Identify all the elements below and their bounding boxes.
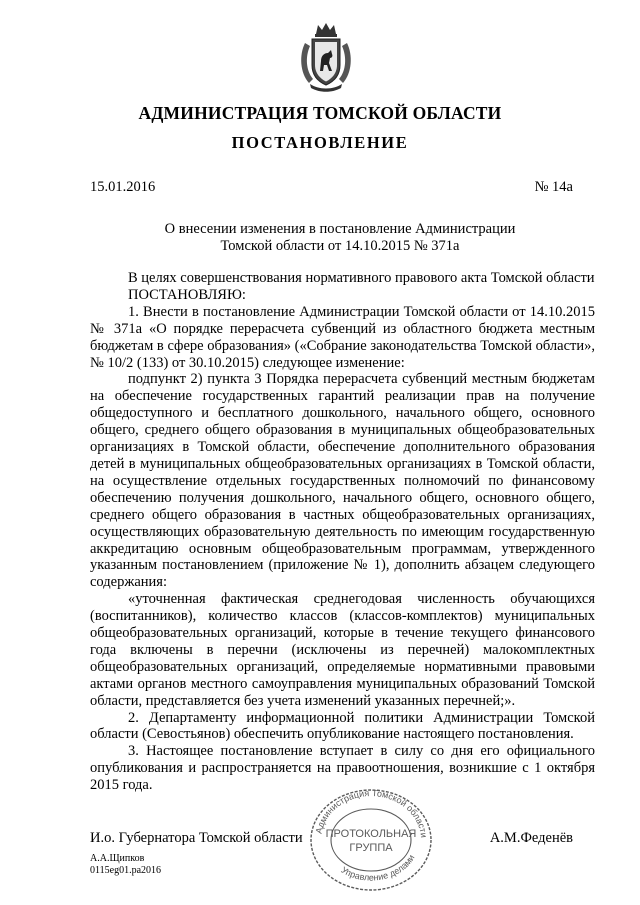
executor-name: А.А.Щипков — [90, 853, 145, 864]
executor-code: 0115eg01.pa2016 — [90, 864, 162, 876]
stamp-center-line-1: ПРОТОКОЛЬНАЯ — [325, 828, 417, 840]
signatory-title: И.о. Губернатора Томской области — [90, 830, 303, 846]
organization-title: АДМИНИСТРАЦИЯ ТОМСКОЙ ОБЛАСТИ — [138, 103, 502, 123]
stamp-ring-bottom: Управление делами — [339, 852, 417, 883]
document-date: 15.01.2016 — [90, 179, 156, 195]
document-type: ПОСТАНОВЛЕНИЕ — [231, 133, 409, 152]
subject-line-1: О внесении изменения в постановление Администрации — [164, 221, 516, 237]
subject-line-2: Томской области от 14.10.2015 № 371а — [220, 238, 460, 254]
executor-info — [90, 853, 161, 876]
document-subject — [120, 221, 560, 255]
document-number: № 14а — [534, 179, 573, 195]
protocol-group-stamp — [305, 782, 437, 892]
paragraph-3: 3. Настоящее постановление вступает в силу со дня его официального опубликования и распространяется на правоотношения, возникшие с 1 октября 2015 года. — [90, 743, 595, 794]
paragraph-1: 1. Внести в постановление Администрации Томской области от 14.10.2015 № 371а «О порядке перерасчета субвенций из областного бюджета местным бюджетам в сфере образования» («Собрание законодательства Томской области», № 10/2 (133) от 30.10.2015) следующее изменение: — [90, 303, 595, 371]
paragraph-2: 2. Департаменту информационной политики Администрации Томской области (Севостьянов) обеспечить опубликование настоящего постановления. — [90, 709, 595, 743]
decree-word: ПОСТАНОВЛЯЮ: — [128, 286, 246, 303]
preamble: В целях совершенствования нормативного правового акта Томской области — [128, 270, 595, 286]
coat-of-arms-icon — [297, 21, 355, 93]
paragraph-1-subpoint: подпункт 2) пункта 3 Порядка перерасчета субвенций местным бюджетам на обеспечение государственных гарантий реализации прав на получение общедоступного и бесплатного дошкольного, начального общего, основного общего, среднего общего образования в муниципальных общеобразовательных организациях в Томской области, обеспечение дополнительного образования детей в муниципальных общеобразовательных организациях в Томской области, на осуществление отдельных государственных полномочий по финансовому обеспечению получения дошкольного, начального общего, основного общего, среднего общего образования в частных общеобразовательных организациях, осуществляющих образовательную деятельность по имеющим государственную аккредитацию основным общеобразовательным программам, утвержденного указанным постановлением (приложение № 1), дополнить абзацем следующего содержания: — [90, 371, 595, 591]
document-body — [90, 270, 595, 794]
signatory-name: А.М.Феденёв — [489, 830, 573, 846]
stamp-center-line-2: ГРУППА — [349, 842, 393, 854]
stamp-ring-top: Администрация Томской области — [313, 787, 429, 839]
quoted-amendment: «уточненная фактическая среднегодовая численность обучающихся (воспитанников), количество классов (классов-комплектов) муниципальных общеобразовательных организаций, которые в течение текущего финансового года включены в перечни (исключены из перечней) малокомплектных общеобразовательных организаций, определяемые нормативными правовыми актами органов местного самоуправления муниципальных образований Томской области, представляется без учета изменений указанных перечней;». — [90, 591, 595, 709]
